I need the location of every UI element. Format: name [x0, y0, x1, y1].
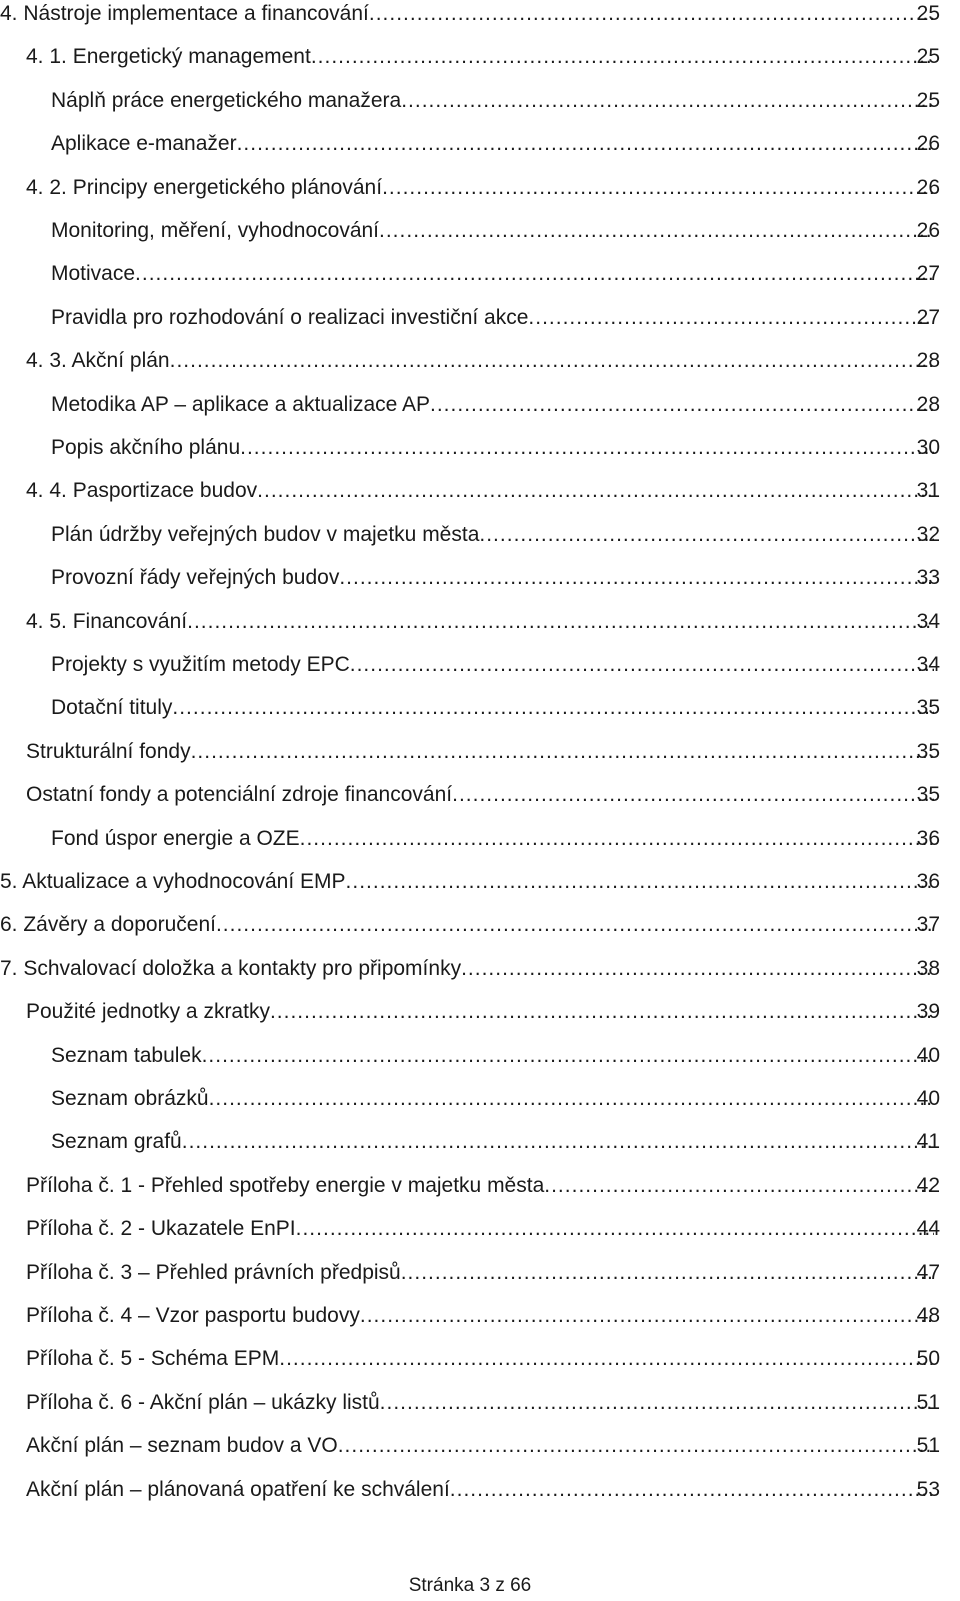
toc-entry-page-number: 51 — [916, 1390, 940, 1414]
toc-entry[interactable] — [0, 819, 960, 859]
toc-entry-page-number: 38 — [916, 956, 940, 980]
toc-dot-leader — [379, 211, 934, 251]
toc-entry-title: Ostatní fondy a potenciální zdroje financování — [26, 783, 453, 807]
toc-entry[interactable] — [0, 298, 960, 338]
toc-entry-text — [26, 602, 934, 642]
toc-dot-leader — [380, 1383, 934, 1423]
toc-entry-text — [51, 1079, 934, 1119]
toc-dot-leader — [172, 688, 934, 728]
toc-entry-page-number: 28 — [916, 349, 940, 373]
toc-entry-page-number: 30 — [916, 436, 940, 459]
toc-entry[interactable] — [0, 341, 960, 381]
toc-entry-title: Příloha č. 3 – Přehled právních předpisů — [26, 1260, 401, 1284]
toc-entry-title: 6. Závěry a doporučení — [0, 913, 216, 937]
page-footer: Stránka 3 z 66 — [408, 1575, 532, 1596]
toc-entry-page-number: 27 — [916, 262, 940, 286]
toc-entry-title: 7. Schvalovací doložka a kontakty pro připomínky — [0, 956, 462, 980]
toc-entry-page-number: 35 — [916, 783, 940, 807]
toc-entry-page-number: 35 — [916, 696, 940, 720]
toc-entry-page-number: 47 — [916, 1260, 940, 1284]
toc-entry-title: Příloha č. 6 - Akční plán – ukázky listů — [26, 1390, 380, 1414]
toc-entry-title: Příloha č. 5 - Schéma EPM — [26, 1347, 280, 1371]
toc-entry-page-number: 40 — [916, 1043, 940, 1067]
toc-entry-text — [26, 1426, 934, 1466]
toc-dot-leader — [461, 949, 934, 989]
toc-entry-title: Plán údržby veřejných budov v majetku města — [51, 522, 480, 546]
toc-entry[interactable] — [0, 515, 960, 555]
toc-dot-leader — [296, 1209, 934, 1249]
toc-entry-page-number: 36 — [916, 870, 940, 893]
toc-dot-leader — [450, 1470, 934, 1510]
toc-entry-text — [51, 385, 934, 425]
toc-entry-title: Metodika AP – aplikace a aktualizace AP — [51, 392, 431, 416]
toc-entry-page-number: 26 — [916, 132, 940, 156]
toc-entry[interactable] — [0, 1209, 960, 1249]
toc-entry[interactable] — [0, 124, 960, 164]
toc-entry-title: Použité jednotky a zkratky — [26, 1000, 270, 1024]
toc-entry-title: Motivace — [51, 262, 136, 286]
toc-dot-leader — [191, 732, 934, 772]
toc-entry-page-number: 27 — [916, 305, 940, 329]
toc-entry-text — [26, 1253, 934, 1293]
toc-entry-text — [26, 37, 934, 77]
toc-entry[interactable] — [0, 1296, 960, 1336]
toc-entry-title: 4. 2. Principy energetického plánování — [26, 175, 383, 199]
toc-entry[interactable] — [0, 254, 960, 294]
toc-dot-leader — [240, 428, 934, 468]
toc-entry-title: Strukturální fondy — [26, 739, 191, 763]
toc-entry[interactable] — [0, 1470, 960, 1510]
toc-entry-page-number: 53 — [916, 1477, 940, 1501]
toc-dot-leader — [187, 602, 934, 642]
toc-dot-leader — [216, 905, 934, 945]
toc-entry-text — [51, 1122, 934, 1162]
toc-dot-leader — [311, 37, 934, 77]
toc-entry[interactable] — [0, 471, 960, 511]
toc-entry[interactable] — [0, 949, 960, 989]
toc-entry-text — [26, 1383, 934, 1423]
toc-dot-leader — [135, 254, 934, 294]
toc-entry-text — [51, 515, 934, 555]
toc-dot-leader — [257, 471, 934, 511]
toc-entry-text — [0, 905, 934, 945]
toc-entry-page-number: 48 — [916, 1304, 940, 1327]
toc-entry[interactable] — [0, 558, 960, 598]
toc-entry-text — [26, 1166, 934, 1206]
toc-entry-page-number: 26 — [916, 175, 940, 199]
toc-entry-page-number: 50 — [916, 1347, 940, 1371]
toc-entry-page-number: 41 — [916, 1130, 940, 1154]
toc-entry-title: Příloha č. 1 - Přehled spotřeby energie v majetku města — [26, 1173, 545, 1197]
toc-dot-leader — [170, 341, 934, 381]
toc-entry-title: Pravidla pro rozhodování o realizaci investiční akce — [51, 305, 529, 329]
toc-entry-text — [51, 819, 934, 859]
toc-entry[interactable] — [0, 775, 960, 815]
toc-dot-leader — [182, 1122, 934, 1162]
toc-entry-page-number: 35 — [916, 739, 940, 763]
toc-entry-title: Fond úspor energie a OZE — [51, 826, 300, 850]
toc-dot-leader — [346, 862, 934, 902]
toc-entry-text — [51, 1036, 934, 1076]
toc-dot-leader — [338, 1426, 934, 1466]
toc-entry-text — [26, 1339, 934, 1379]
toc-entry-text — [51, 254, 934, 294]
toc-entry-title: Provozní řády veřejných budov — [51, 566, 340, 590]
toc-entry-page-number: 36 — [916, 826, 940, 850]
toc-dot-leader — [360, 1296, 934, 1336]
toc-entry[interactable] — [0, 1426, 960, 1466]
toc-entry[interactable] — [0, 37, 960, 77]
toc-entry-title: Projekty s využitím metody EPC — [51, 653, 350, 676]
toc-entry-page-number: 25 — [916, 2, 940, 25]
toc-dot-leader — [300, 819, 934, 859]
toc-dot-leader — [202, 1036, 934, 1076]
toc-dot-leader — [479, 515, 934, 555]
toc-entry-page-number: 44 — [916, 1217, 940, 1241]
toc-entry-text — [26, 1470, 934, 1510]
toc-entry-text — [51, 211, 934, 251]
toc-entry[interactable] — [0, 1339, 960, 1379]
toc-entry[interactable] — [0, 1036, 960, 1076]
toc-entry-page-number: 40 — [916, 1087, 940, 1110]
toc-entry-text — [0, 949, 934, 989]
toc-entry[interactable] — [0, 1166, 960, 1206]
toc-entry-title: Příloha č. 2 - Ukazatele EnPI — [26, 1217, 296, 1241]
toc-entry-title: 4. 5. Financování — [26, 609, 188, 633]
toc-entry-title: Popis akčního plánu — [51, 436, 241, 459]
toc-entry[interactable] — [0, 1122, 960, 1162]
toc-dot-leader — [401, 1253, 934, 1293]
toc-entry[interactable] — [0, 81, 960, 121]
toc-entry[interactable] — [0, 1079, 960, 1119]
toc-entry-title: Seznam tabulek — [51, 1043, 202, 1067]
toc-entry-title: 4. 4. Pasportizace budov — [26, 479, 258, 503]
toc-entry[interactable] — [0, 905, 960, 945]
toc-entry-text — [26, 341, 934, 381]
toc-dot-leader — [528, 298, 934, 338]
toc-entry-text — [26, 168, 934, 208]
toc-entry-text — [51, 645, 934, 685]
toc-dot-leader — [279, 1339, 934, 1379]
toc-entry[interactable] — [0, 688, 960, 728]
toc-entry-title: 4. 1. Energetický management — [26, 45, 311, 69]
toc-entry-page-number: 32 — [916, 522, 940, 546]
toc-entry-page-number: 25 — [916, 88, 940, 112]
toc-dot-leader — [382, 168, 934, 208]
toc-entry-page-number: 39 — [916, 1000, 940, 1024]
toc-entry-page-number: 28 — [916, 392, 940, 416]
toc-entry-text — [26, 732, 934, 772]
toc-entry-page-number: 26 — [916, 219, 940, 242]
toc-entry-text — [51, 428, 934, 468]
toc-entry-title: Seznam obrázků — [51, 1087, 209, 1110]
toc-entry-text — [26, 1209, 934, 1249]
toc-entry[interactable] — [0, 211, 960, 251]
toc-dot-leader — [430, 385, 934, 425]
toc-dot-leader — [401, 81, 934, 121]
toc-entry-title: Náplň práce energetického manažera — [51, 88, 402, 112]
toc-entry[interactable] — [0, 385, 960, 425]
toc-dot-leader — [452, 775, 934, 815]
toc-entry[interactable] — [0, 1383, 960, 1423]
toc-entry-text — [0, 862, 934, 902]
toc-entry-title: Aplikace e-manažer — [51, 132, 237, 156]
toc-entry-page-number: 51 — [916, 1434, 940, 1458]
toc-dot-leader — [339, 558, 934, 598]
toc-entry[interactable] — [0, 0, 960, 34]
toc-entry-text — [26, 775, 934, 815]
toc-entry-text — [51, 558, 934, 598]
toc-dot-leader — [350, 645, 934, 685]
toc-entry-title: Akční plán – seznam budov a VO — [26, 1434, 338, 1458]
toc-entry-title: 5. Aktualizace a vyhodnocování EMP — [0, 870, 346, 893]
toc-entry[interactable] — [0, 992, 960, 1032]
toc-entry-title: Akční plán – plánovaná opatření ke schválení — [26, 1477, 450, 1501]
toc-entry-text — [26, 992, 934, 1032]
toc-entry-text — [51, 124, 934, 164]
toc-entry-text — [26, 471, 934, 511]
toc-dot-leader — [369, 0, 934, 34]
toc-entry[interactable] — [0, 732, 960, 772]
toc-entry-title: 4. 3. Akční plán — [26, 349, 170, 373]
toc-entry-page-number: 34 — [916, 609, 940, 633]
toc-entry[interactable] — [0, 428, 960, 468]
toc-entry-title: 4. Nástroje implementace a financování — [0, 2, 369, 25]
toc-entry[interactable] — [0, 602, 960, 642]
toc-entry-page-number: 34 — [916, 653, 940, 676]
toc-entry-text — [51, 688, 934, 728]
toc-dot-leader — [270, 992, 934, 1032]
toc-entry-page-number: 42 — [916, 1173, 940, 1197]
toc-entry-text — [26, 1296, 934, 1336]
toc-entry-title: Příloha č. 4 – Vzor pasportu budovy — [26, 1304, 360, 1327]
toc-entry[interactable] — [0, 645, 960, 685]
toc-entry-text — [51, 81, 934, 121]
toc-entry-text — [51, 298, 934, 338]
toc-entry-page-number: 33 — [916, 566, 940, 590]
toc-entry-title: Monitoring, měření, vyhodnocování — [51, 219, 380, 242]
toc-entry[interactable] — [0, 168, 960, 208]
toc-entry-text — [0, 0, 934, 34]
toc-dot-leader — [237, 124, 934, 164]
toc-entry[interactable] — [0, 862, 960, 902]
toc-dot-leader — [209, 1079, 934, 1119]
toc-entry-page-number: 37 — [916, 913, 940, 937]
toc-entry-page-number: 25 — [916, 45, 940, 69]
toc-entry-title: Dotační tituly — [51, 696, 173, 720]
toc-entry-title: Seznam grafů — [51, 1130, 182, 1154]
toc-entry[interactable] — [0, 1253, 960, 1293]
toc-entry-page-number: 31 — [916, 479, 940, 503]
toc-dot-leader — [544, 1166, 934, 1206]
